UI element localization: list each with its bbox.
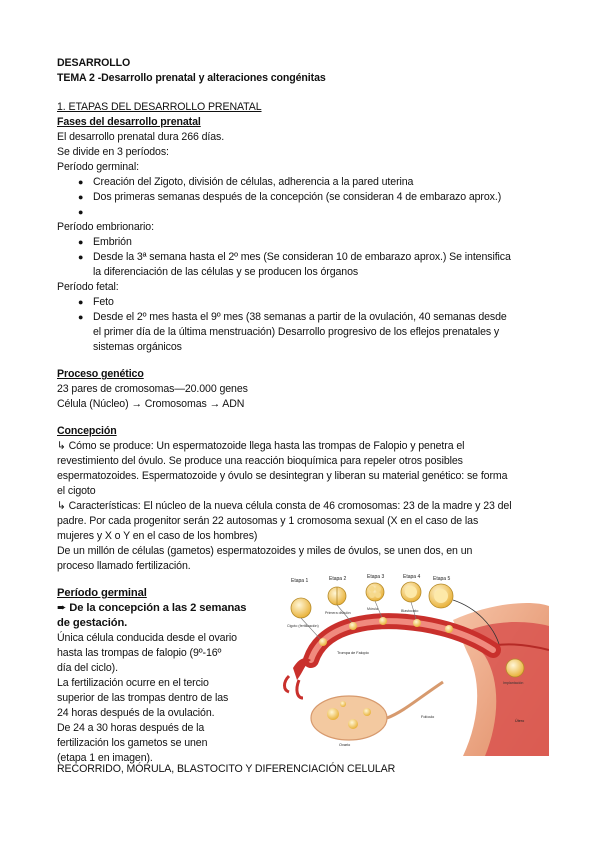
stage-label: Etapa 3: [367, 574, 385, 580]
fimbriae: [293, 658, 311, 680]
text-line: Se divide en 3 períodos:: [57, 146, 169, 158]
text-line: revestimiento del óvulo. Se produce una reacción bioquímica para repeler otros posibles: [57, 455, 463, 467]
document-title: DESARROLLO: [57, 57, 131, 69]
text-line: hasta las trompas de falopio (9º-16º: [57, 647, 222, 659]
list-item: Desde la 3ª semana hasta el 2º mes (Se consideran 10 de embarazo aprox.) Se intensifica: [93, 251, 511, 263]
text-line: 23 pares de cromosomas—20.000 genes: [57, 383, 248, 395]
text-line: mujeres y X o Y en el caso de los hombres): [57, 530, 258, 542]
list-item: Dos primeras semanas después de la concepción (se consideran 4 de embarazo aprox.): [93, 191, 502, 203]
list-item-continuation: la diferenciación de las células y se producen los órganos: [93, 266, 359, 278]
stage-caption: Cigoto (fertilización): [287, 624, 319, 628]
text-line: padre. Por cada progenitor serán 22 autosomas y 1 cromosoma sexual (X en el caso de las: [57, 515, 479, 527]
subheading: de gestación.: [57, 617, 128, 629]
text-line: Célula (Núcleo) → Cromosomas → ADN: [57, 398, 245, 410]
stage-caption: Mórula: [367, 607, 378, 611]
text-line: De un millón de células (gametos) espermatozoides y miles de óvulos, se unen dos, en un: [57, 545, 473, 557]
list-item-continuation: sistemas orgánicos: [93, 341, 182, 353]
text-line: espermatozoides. Espermatozoide y óvulo se desintegran y liberan su material genético: se forma: [57, 470, 508, 482]
text-line: superior de las trompas dentro de las: [57, 692, 229, 704]
stage-1-cell: [291, 598, 311, 618]
list-item: Creación del Zigoto, división de células, adherencia a la pared uterina: [93, 176, 414, 188]
text-line: De 24 a 30 horas después de la: [57, 722, 205, 734]
stage-3-cell: [366, 583, 384, 601]
label-embrionario: Período embrionario:: [57, 221, 154, 233]
list-item: Embrión: [93, 236, 132, 248]
heading-concepcion: Concepción: [57, 425, 117, 437]
bullet-icon: ●: [78, 192, 84, 202]
anatomy-label: Folículo: [421, 715, 435, 719]
anatomy-label: Trompa de Falopio: [337, 651, 369, 655]
text-line: proceso llamado fertilización.: [57, 560, 191, 572]
stage-label: Etapa 1: [291, 578, 309, 584]
fertilization-illustration: [253, 572, 549, 756]
label-fetal: Período fetal:: [57, 281, 119, 293]
ovary: [311, 696, 387, 740]
anatomy-label: Útero: [515, 719, 525, 723]
footer-caption: RECORRIDO, MÓRULA, BLASTOCITO Y DIFERENCIACIÓN CELULAR: [57, 763, 396, 775]
stage-caption: Primera división: [325, 611, 351, 615]
list-item: Feto: [93, 296, 114, 308]
heading-proceso-genetico: Proceso genético: [57, 368, 144, 380]
list-item: Desde el 2º mes hasta el 9º mes (38 semanas a partir de la ovulación, 40 semanas desde: [93, 311, 507, 323]
bullet-icon: ●: [78, 177, 84, 187]
bullet-icon: ●: [78, 252, 84, 262]
anatomy-label: Ovario: [339, 743, 351, 747]
subheading: ➨ De la concepción a las 2 semanas: [57, 602, 247, 614]
bullet-icon: ●: [78, 237, 84, 247]
text-line: Única célula conducida desde el ovario: [57, 632, 237, 644]
stage-label: Etapa 5: [433, 576, 451, 582]
section-heading-etapas: 1. ETAPAS DEL DESARROLLO PRENATAL: [57, 101, 262, 113]
text-line: día del ciclo).: [57, 662, 118, 674]
text-line: 24 horas después de la ovulación.: [57, 707, 215, 719]
text-line: El desarrollo prenatal dura 266 días.: [57, 131, 225, 143]
text-line: ↳ Características: El núcleo de la nueva célula consta de 46 cromosomas: 23 de la madre y 23 del: [57, 500, 512, 512]
bullet-icon: ●: [78, 312, 84, 322]
heading-fases: Fases del desarrollo prenatal: [57, 116, 201, 128]
stage-caption: Blastocisto: [401, 609, 419, 613]
list-item-continuation: el primer día de la última menstruación) Desarrollo progresivo de los eflejos prenatales y: [93, 326, 500, 338]
stage-label: Etapa 4: [403, 574, 421, 580]
text-line: el cigoto: [57, 485, 96, 497]
text-line: (etapa 1 en imagen).: [57, 752, 153, 764]
implantation-site: [506, 659, 524, 677]
heading-periodo-germinal: Período germinal: [57, 587, 147, 599]
stage-caption: Implantación: [503, 681, 524, 685]
bullet-icon: ●: [78, 297, 84, 307]
text-line: ↳ Cómo se produce: Un espermatozoide llega hasta las trompas de Falopio y penetra el: [57, 440, 465, 452]
label-germinal: Período germinal:: [57, 161, 139, 173]
bullet-icon: ●: [78, 207, 84, 217]
stage-label: Etapa 2: [329, 576, 347, 582]
text-line: fertilización los gametos se unen: [57, 737, 208, 749]
text-line: La fertilización ocurre en el tercio: [57, 677, 209, 689]
document-subtitle: TEMA 2 -Desarrollo prenatal y alteraciones congénitas: [57, 72, 326, 84]
